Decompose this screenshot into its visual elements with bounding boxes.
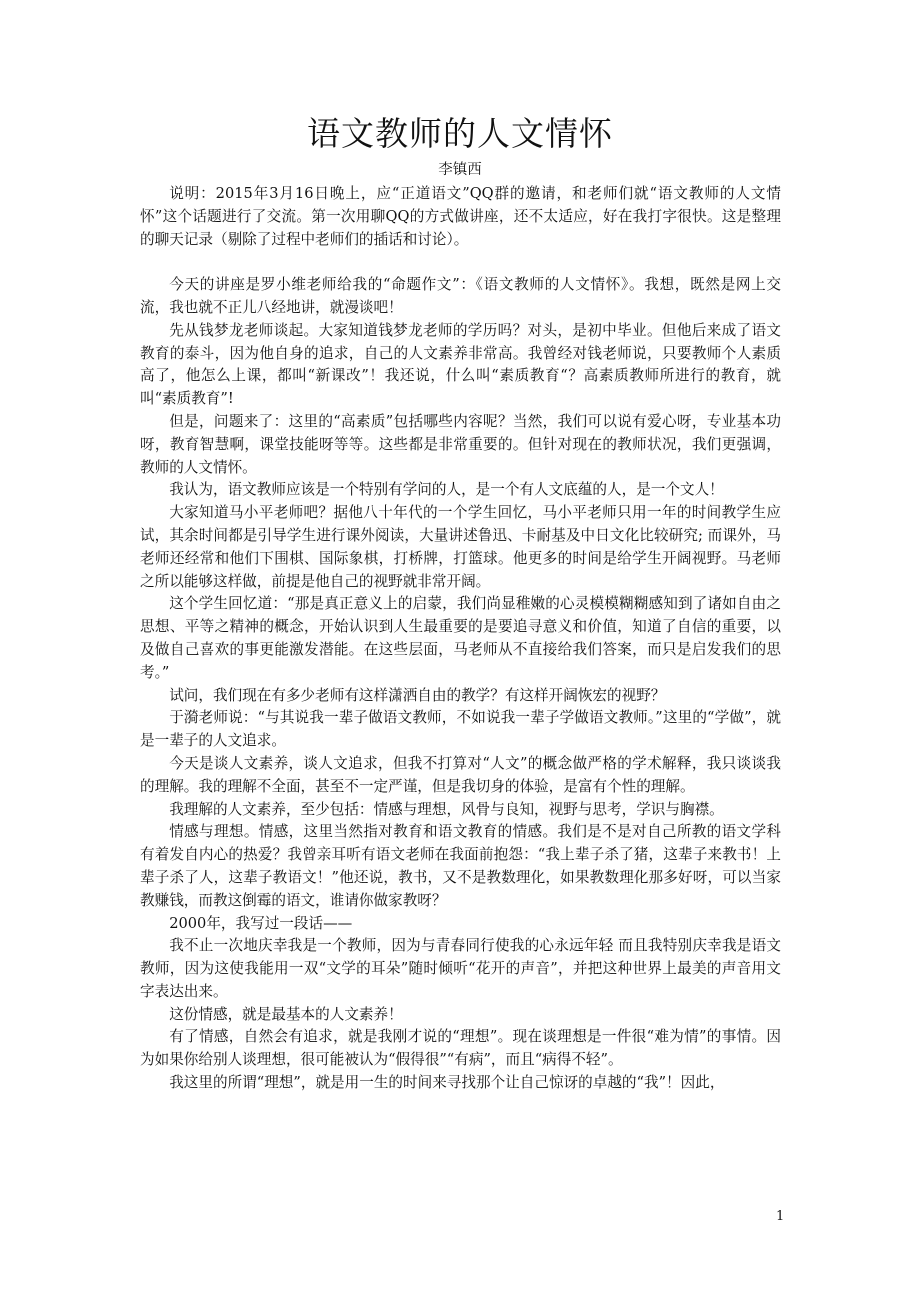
paragraph: 我这里的所谓“理想”，就是用一生的时间来寻找那个让自己惊讶的卓越的“我”！因此， xyxy=(169,1074,725,1092)
paragraph: 今天是谈人文素养，谈人文追求，但我不打算对“人文”的概念做严格的学术解释，我只谈谈我的理解。我的理解不全面，甚至不一定严谨，但是我切身的体验，是富有个性的理解。 xyxy=(140,754,781,795)
page-number: 1 xyxy=(776,1209,785,1224)
document-body xyxy=(140,183,781,1095)
paragraph: 试问，我们现在有多少老师有这样潇洒自由的教学？有这样开阔恢宏的视野？ xyxy=(169,686,666,704)
paragraph: 这个学生回忆道：“那是真正意义上的启蒙，我们尚显稚嫩的心灵模模糊糊感知到了诸如自由之思想、平等之精神的概念，开始认识到人生最重要的是要追寻意义和价值，知道了自信的重要，以及做自己喜欢的事更能激发潜能。在这些层面，马老师从不直接给我们答案，而只是启发我们的思考。” xyxy=(140,595,781,681)
document-title: 语文教师的人文情怀 xyxy=(307,114,613,153)
paragraph: 我理解的人文素养，至少包括：情感与理想，风骨与良知，视野与思考，学识与胸襟。 xyxy=(169,800,724,818)
paragraph-note: 说明：2015年3月16日晚上，应“正道语文”QQ群的邀请，和老师们就“语文教师的人文情怀”这个话题进行了交流。第一次用聊QQ的方式做讲座，还不太适应，好在我打字很快。这是整理的聊天记录（剔除了过程中老师们的插话和讨论）。 xyxy=(140,185,781,248)
paragraph: 大家知道马小平老师吧？据他八十年代的一个学生回忆，马小平老师只用一年的时间教学生应试，其余时间都是引导学生进行课外阅读，大量讲述鲁迅、卡耐基及中日文化比较研究; 而课外，马老师还经常和他们下围棋、国际象棋，打桥牌，打篮球。他更多的时间是给学生开阔视野。马老师之所以能够这样做，前提是他自己的视野就非常开阔。 xyxy=(140,504,781,590)
paragraph: 情感与理想。情感，这里当然指对教育和语文教育的情感。我们是不是对自己所教的语文学科有着发自内心的热爱？我曾亲耳听有语文老师在我面前抱怨：“我上辈子杀了猪，这辈子来教书！上辈子杀了人，这辈子教语文！”他还说，教书，又不是教数理化，如果教数理化那多好呀，可以当家教赚钱，而教这倒霉的语文，谁请你做家教呀？ xyxy=(140,823,781,909)
document-author: 李镇西 xyxy=(438,162,482,178)
paragraph: 先从钱梦龙老师谈起。大家知道钱梦龙老师的学历吗？对头，是初中毕业。但他后来成了语文教育的泰斗，因为他自身的追求，自己的人文素养非常高。我曾经对钱老师说，只要教师个人素质高了，他怎么上课，都叫“新课改”！我还说，什么叫“素质教育“？高素质教师所进行的教育，就叫“素质教育”! xyxy=(140,321,781,408)
paragraph: 2000年，我写过一段话—— xyxy=(169,914,353,932)
paragraph: 有了情感，自然会有追求，就是我刚才说的“理想”。现在谈理想是一件很“难为情”的事情。因为如果你给别人谈理想，很可能被认为“假得很”“有病”，而且“病得不轻”。 xyxy=(140,1028,781,1069)
paragraph: 但是，问题来了：这里的“高素质”包括哪些内容呢？当然，我们可以说有爱心呀，专业基本功呀，教育智慧啊，课堂技能呀等等。这些都是非常重要的。但针对现在的教师状况，我们更强调，教师的人文情怀。 xyxy=(140,412,781,476)
paragraph: 这份情感，就是最基本的人文素养！ xyxy=(169,1005,403,1023)
paragraph: 我认为，语文教师应该是一个特别有学问的人，是一个有人文底蕴的人，是一个文人！ xyxy=(169,481,724,499)
paragraph: 于漪老师说：“与其说我一辈子做语文教师，不如说我一辈子学做语文教师。”这里的“学做”，就是一辈子的人文追求。 xyxy=(140,709,781,750)
paragraph: 今天的讲座是罗小维老师给我的“命题作文”：《语文教师的人文情怀》。我想，既然是网上交流，我也就不正儿八经地讲，就漫谈吧！ xyxy=(140,276,781,316)
paragraph: 我不止一次地庆幸我是一个教师，因为与青春同行使我的心永远年轻 而且我特别庆幸我是语文教师，因为这使我能用一双“文学的耳朵”随时倾听“花开的声音”，并把这种世界上最美的声音用文字表达出来。 xyxy=(140,937,781,1000)
